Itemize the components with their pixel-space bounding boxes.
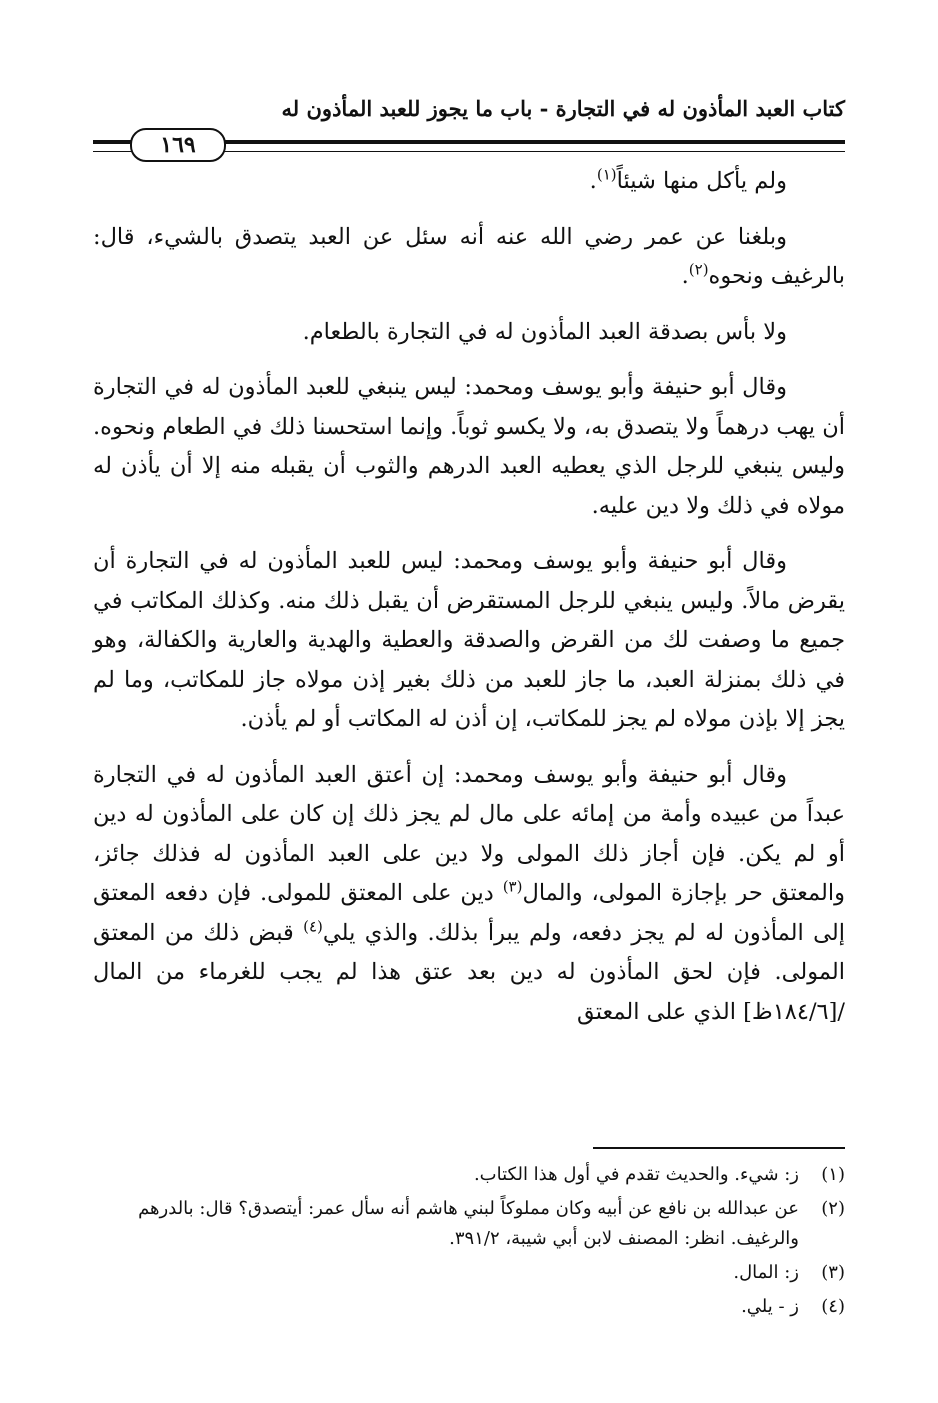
paragraph (93, 542, 845, 740)
running-title: كتاب العبد المأذون له في التجارة - باب ما يجوز للعبد المأذون له (281, 96, 845, 121)
footnote-text: ز: المال. (733, 1262, 799, 1283)
footnote-number: (١) (821, 1164, 845, 1185)
footnote-text: ز - يلي. (741, 1296, 799, 1317)
footnote-ref: (٢) (688, 260, 709, 279)
footnote-item (93, 1160, 845, 1190)
footnotes (93, 1160, 845, 1326)
footnote-text: ز: شيء. والحديث تقدم في أول هذا الكتاب. (473, 1164, 799, 1185)
paragraph-text: وقال أبو حنيفة وأبو يوسف ومحمد: ليس للعبد المأذون له في التجارة أن يقرض مالاً. وليس ينبغي للرجل المستقرض أن يقبل ذلك منه. وكذلك المكاتب في جميع ما وصفت لك من القرض والصدقة والعطية والهدية والعارية والكفالة، وهو في ذلك بمنزلة العبد، ما جاز للعبد من ذلك بغير إذن مولاه جاز للمكاتب، وما لم يجز إلا بإذن مولاه لم يجز للمكاتب، إن أذن له المكاتب أو لم يأذن. (93, 548, 845, 732)
paragraph-text: وبلغنا عن عمر رضي الله عنه أنه سئل عن العبد يتصدق بالشيء، قال: بالرغيف ونحوه (93, 223, 845, 289)
paragraph-text: ولم يأكل منها شيئاً (616, 168, 787, 194)
footnote-item (93, 1258, 845, 1288)
paragraph (93, 368, 845, 526)
footnote-item (93, 1194, 845, 1254)
paragraph (93, 313, 845, 353)
paragraph-text: وقال أبو حنيفة وأبو يوسف ومحمد: إن أعتق العبد المأذون له في التجارة عبداً من عبيده وأمة من إمائه على مال لم يجز ذلك إن كان على المأذون له دين أو لم يكن. فإن أجاز ذلك المولى ولا دين على العبد المأذون له فذلك جائز، والمعتق حر بإجازة المولى، والمال (93, 761, 845, 906)
paragraph-text: دين على المعتق للمولى. فإن دفعه المعتق إلى المأذون له لم يجز دفعه، ولم يبرأ بذلك. والذي يلي (93, 880, 845, 946)
paragraph-text: ولا بأس بصدقة العبد المأذون له في التجارة بالطعام. (302, 318, 787, 345)
footnote-number: (٣) (821, 1262, 845, 1283)
paragraph (93, 218, 845, 297)
paragraph-text: وقال أبو حنيفة وأبو يوسف ومحمد: ليس ينبغي للعبد المأذون له في التجارة أن يهب درهماً ولا يتصدق به، ولا يكسو ثوباً. وإنما استحسنا ذلك في الطعام ونحوه. وليس ينبغي للرجل الذي يعطيه العبد الدرهم والثوب أن يقبله منه إلا أن يأذن له مولاه في ذلك ولا دين عليه. (93, 374, 845, 519)
footnote-ref: (١) (596, 165, 617, 184)
footnote-text: عن عبدالله بن نافع عن أبيه وكان مملوكاً لبني هاشم أنه سأل عمر: أيتصدق؟ قال: بالدرهم والرغيف. انظر: المصنف لابن أبي شيبة، ٣٩١/٢. (138, 1198, 799, 1249)
page-number: ١٦٩ (130, 128, 226, 162)
footnote-number: (٢) (821, 1198, 845, 1219)
footnote-number: (٤) (821, 1296, 845, 1317)
footnote-ref: (٤) (303, 917, 323, 935)
paragraph (93, 162, 845, 202)
paragraph-text: . (681, 263, 689, 289)
main-text (93, 162, 845, 1048)
footnote-item (93, 1292, 845, 1322)
footnote-ref: (٣) (502, 877, 523, 896)
paragraph (93, 756, 845, 1033)
paragraph-text: قبض ذلك من المعتق المولى. فإن لحق المأذون له دين بعد عتق هذا لم يجب للغرماء من المال /[١٨٤/٦ظ] الذي على المعتق (93, 919, 845, 1025)
paragraph-text: . (589, 168, 597, 194)
footnote-separator (593, 1147, 845, 1149)
